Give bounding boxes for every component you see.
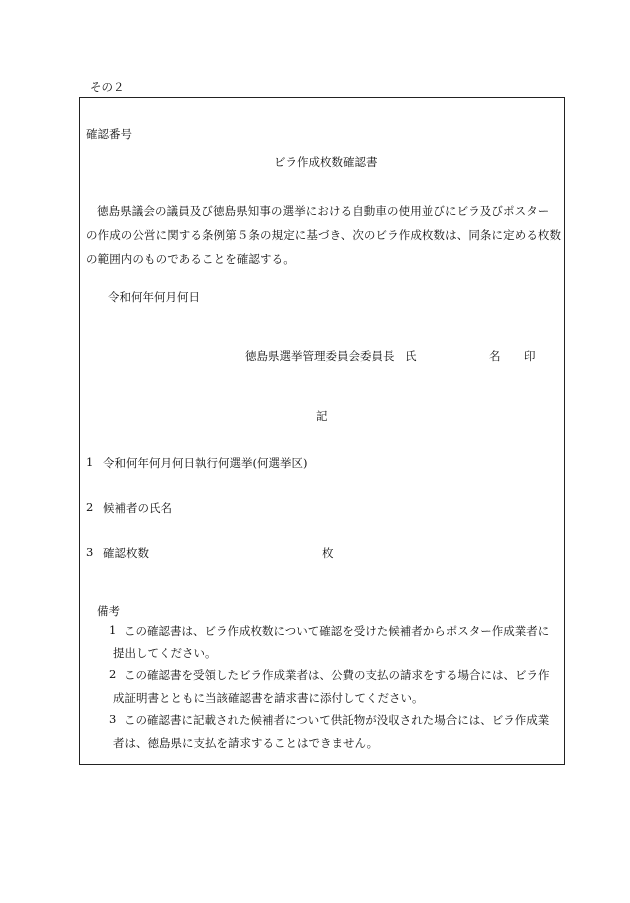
item-2-number: 2 — [86, 500, 94, 514]
note-2-number: 2 — [109, 667, 117, 681]
part-label: その２ — [90, 80, 125, 94]
item-3-unit: 枚 — [322, 546, 334, 560]
issuer-name-label-1: 氏 — [405, 349, 417, 363]
note-1-line-1: この確認書は、ビラ作成枚数について確認を受けた候補者からポスター作成業者に — [124, 624, 550, 638]
ki-heading: 記 — [316, 409, 328, 423]
note-3-number: 3 — [109, 712, 117, 726]
item-1-label: 令和何年何月何日執行何選挙(何選挙区) — [103, 456, 308, 470]
date-line: 令和何年何月何日 — [108, 290, 200, 304]
body-line-2: の作成の公営に関する条例第５条の規定に基づき、次のビラ作成枚数は、同条に定める枚数 — [86, 228, 562, 242]
note-2-line-2: 成証明書とともに当該確認書を請求書に添付してください。 — [113, 691, 424, 705]
document-title: ビラ作成枚数確認書 — [274, 155, 378, 169]
issuer-title: 徳島県選挙管理委員会委員長 — [245, 349, 395, 363]
body-line-1: 徳島県議会の議員及び徳島県知事の選挙における自動車の使用並びにビラ及びポスター — [97, 204, 550, 218]
seal-mark: 印 — [524, 349, 536, 363]
body-line-3: の範囲内のものであることを確認する。 — [86, 252, 295, 266]
item-1-number: 1 — [86, 455, 94, 469]
form-frame — [79, 97, 565, 765]
notes-heading: 備考 — [97, 604, 120, 618]
note-3-line-1: この確認書に記載された候補者について供託物が没収された場合には、ビラ作成業 — [124, 713, 550, 727]
note-2-line-1: この確認書を受領したビラ作成業者は、公費の支払の請求をする場合には、ビラ作 — [124, 668, 550, 682]
item-3-number: 3 — [86, 545, 94, 559]
item-2-label: 候補者の氏名 — [103, 501, 172, 515]
issuer-name-label-2: 名 — [489, 349, 501, 363]
confirmation-number-label: 確認番号 — [86, 127, 132, 141]
item-3-label: 確認枚数 — [103, 546, 149, 560]
note-1-number: 1 — [109, 623, 117, 637]
note-1-line-2: 提出してください。 — [113, 646, 217, 660]
note-3-line-2: 者は、徳島県に支払を請求することはできません。 — [113, 736, 379, 750]
